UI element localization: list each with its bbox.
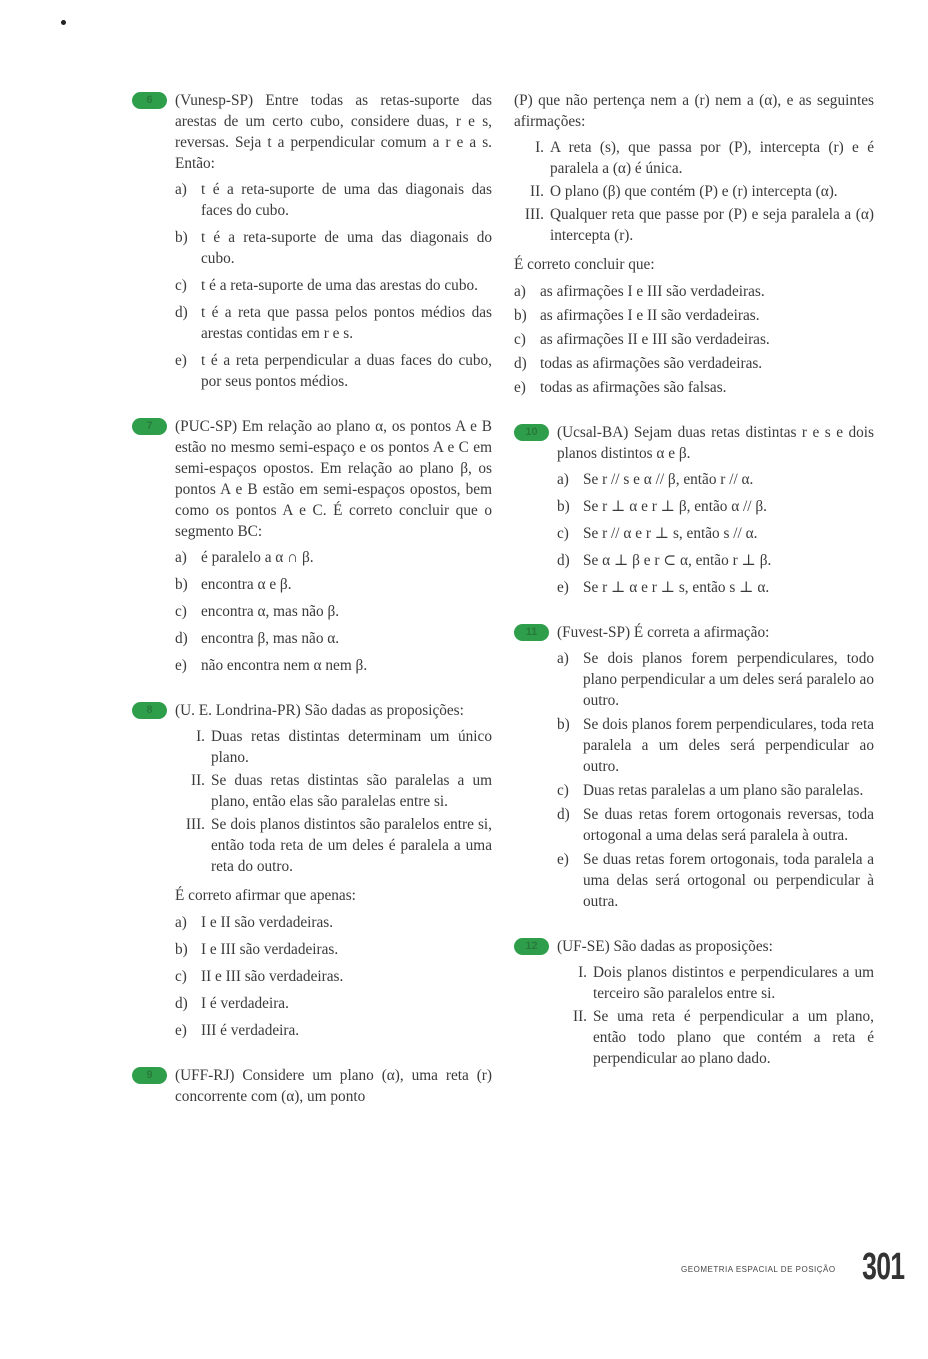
question-number-badge: 7 — [132, 418, 167, 435]
option-e[interactable]: e) todas as afirmações são falsas. — [514, 379, 727, 396]
instruction-text: É correto afirmar que apenas: — [175, 887, 356, 904]
proposition-item: II. O plano (β) que contém (P) e (r) intercepta (α). — [529, 183, 838, 200]
options-list — [175, 179, 492, 392]
propositions-list — [175, 726, 492, 877]
option-d[interactable]: d) Se α ⊥ β e r ⊂ α, então r ⊥ β. — [557, 552, 772, 569]
option-d[interactable]: d) encontra β, mas não α. — [175, 630, 340, 647]
option-c[interactable]: c) t é a reta-suporte de uma das arestas do cubo. — [175, 277, 478, 294]
question-8 — [132, 700, 492, 1041]
question-stem: (Fuvest-SP) É correta a afirmação: — [557, 624, 770, 641]
option-c[interactable]: c) encontra α, mas não β. — [175, 603, 340, 620]
option-a[interactable]: a) t é a reta-suporte de uma das diagonais das faces do cubo. — [175, 181, 492, 219]
question-stem: (PUC-SP) Em relação ao plano α, os pontos A e B estão no mesmo semi-espaço e os pontos A e C em semi-espaços opostos. Em relação ao plano β, os pontos A e B estão em semi-espaços opostos, bem como os pontos A e C. É correto concluir que o segmento BC: — [175, 418, 492, 540]
option-a[interactable]: a) as afirmações I e III são verdadeiras. — [514, 283, 765, 300]
option-a[interactable]: a) Se r // s e α // β, então r // α. — [557, 471, 754, 488]
question-stem: (U. E. Londrina-PR) São dadas as proposições: — [175, 702, 464, 719]
option-d[interactable]: d) I é verdadeira. — [175, 995, 289, 1012]
option-b[interactable]: b) I e III são verdadeiras. — [175, 941, 339, 958]
option-c[interactable]: c) Duas retas paralelas a um plano são paralelas. — [557, 782, 864, 799]
question-number-badge: 11 — [514, 624, 549, 641]
options-list — [175, 912, 492, 1041]
question-11 — [514, 622, 874, 912]
proposition-item: I. A reta (s), que passa por (P), intercepta (r) e é paralela a (α) é única. — [535, 139, 874, 177]
question-9-continued — [471, 90, 874, 398]
question-number-badge: 9 — [132, 1067, 167, 1084]
option-a[interactable]: a) Se dois planos forem perpendiculares, todo plano perpendicular a um deles será paralelo ao outro. — [557, 650, 874, 709]
question-stem-continued: (P) que não pertença nem a (r) nem a (α), e as seguintes afirmações: — [514, 92, 874, 130]
option-b[interactable]: b) as afirmações I e II são verdadeiras. — [514, 307, 760, 324]
question-number-badge: 12 — [514, 938, 549, 955]
question-stem: (Ucsal-BA) Sejam duas retas distintas r e s e dois planos distintos α e β. — [557, 424, 874, 462]
propositions-list — [557, 962, 874, 1069]
option-c[interactable]: c) as afirmações II e III são verdadeiras. — [514, 331, 770, 348]
option-d[interactable]: d) todas as afirmações são verdadeiras. — [514, 355, 763, 372]
proposition-item: I. Duas retas distintas determinam um único plano. — [196, 728, 492, 766]
question-number-badge: 8 — [132, 702, 167, 719]
options-list — [514, 281, 874, 398]
question-number-badge: 6 — [132, 92, 167, 109]
options-list — [557, 648, 874, 912]
proposition-item: III. Qualquer reta que passe por (P) e seja paralela a (α) intercepta (r). — [524, 206, 874, 244]
question-10 — [514, 422, 874, 598]
options-list — [557, 469, 874, 598]
bullet-dot — [61, 20, 66, 25]
question-9 — [132, 1065, 492, 1107]
option-c[interactable]: c) Se r // α e r ⊥ s, então s // α. — [557, 525, 758, 542]
page-number: 301 — [861, 1246, 904, 1288]
option-e[interactable]: e) Se duas retas forem ortogonais, toda paralela a uma delas será ortogonal ou perpendicular à outra. — [557, 851, 874, 910]
question-stem: (Vunesp-SP) Entre todas as retas-suporte das arestas de um certo cubo, considere duas, r e s, reversas. Seja t a perpendicular comum a r e a s. Então: — [175, 92, 492, 172]
page-footer — [681, 1248, 904, 1286]
question-stem: (UF-SE) São dadas as proposições: — [557, 938, 773, 955]
proposition-item: II. Se uma reta é perpendicular a um plano, então todo plano que contém a reta é perpendicular ao plano dado. — [572, 1008, 874, 1067]
option-e[interactable]: e) t é a reta perpendicular a duas faces do cubo, por seus pontos médios. — [175, 352, 492, 390]
question-stem: (UFF-RJ) Considere um plano (α), uma reta (r) concorrente com (α), um ponto — [175, 1067, 492, 1105]
option-d[interactable]: d) Se duas retas forem ortogonais reversas, toda ortogonal a uma delas será paralela à outra. — [557, 806, 874, 844]
option-b[interactable]: b) encontra α e β. — [175, 576, 292, 593]
proposition-item: III. Se dois planos distintos são paralelos entre si, então toda reta de um deles é paralela a uma reta do outro. — [185, 816, 492, 875]
propositions-list — [514, 137, 874, 246]
right-column — [514, 90, 874, 1093]
option-e[interactable]: e) Se r ⊥ α e r ⊥ s, então s ⊥ α. — [557, 579, 770, 596]
question-6 — [132, 90, 492, 392]
option-e[interactable]: e) não encontra nem α nem β. — [175, 657, 368, 674]
option-b[interactable]: b) t é a reta-suporte de uma das diagonais do cubo. — [175, 229, 492, 267]
proposition-item: I. Dois planos distintos e perpendiculares a um terceiro são paralelos entre si. — [578, 964, 874, 1002]
question-12 — [514, 936, 874, 1069]
options-list — [175, 547, 492, 676]
question-number-badge: 10 — [514, 424, 549, 441]
proposition-item: II. Se duas retas distintas são paralelas a um plano, então elas são paralelas entre si. — [190, 772, 492, 810]
option-c[interactable]: c) II e III são verdadeiras. — [175, 968, 344, 985]
option-a[interactable]: a) é paralelo a α ∩ β. — [175, 549, 314, 566]
option-e[interactable]: e) III é verdadeira. — [175, 1022, 300, 1039]
option-b[interactable]: b) Se r ⊥ α e r ⊥ β, então α // β. — [557, 498, 767, 515]
question-7 — [132, 416, 492, 676]
running-footer-title: GEOMETRIA ESPACIAL DE POSIÇÃO — [681, 1265, 836, 1274]
option-d[interactable]: d) t é a reta que passa pelos pontos médios das arestas contidas em r e s. — [175, 304, 492, 342]
instruction-text: É correto concluir que: — [514, 256, 655, 273]
option-b[interactable]: b) Se dois planos forem perpendiculares, toda reta paralela a um deles será perpendicular ao outro. — [557, 716, 874, 775]
left-column — [132, 90, 492, 1131]
option-a[interactable]: a) I e II são verdadeiras. — [175, 914, 334, 931]
